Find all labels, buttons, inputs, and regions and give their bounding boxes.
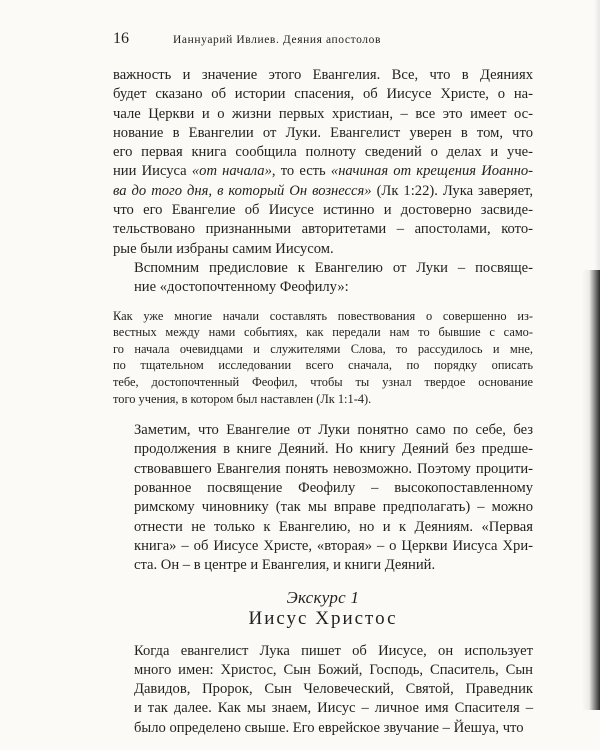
paragraph-4 [113, 642, 533, 738]
text-line: важность и значение этого Евангелия. Все, что в Деяниях [113, 67, 533, 83]
text-line: было определено свыше. Его еврейское звучание – Йешуа, что [134, 719, 524, 736]
text-line: ва до того дня, в который Он вознесся» (Лк 1:22). Лука заверяет, [113, 182, 533, 199]
text-line: его первая книга сообщила полноту сведений о делах и уче- [113, 144, 533, 161]
text-line: рые были избраны самим Иисусом. [113, 240, 334, 257]
text-line: и так далее. Как мы знаем, Иисус – личное имя Спасителя – [134, 700, 533, 717]
page-body [113, 66, 533, 738]
text-line: отнести не только к Евангелию, но и к Деяниям. «Первая [134, 518, 533, 535]
text-line: ние «достопочтенному Феофилу»: [134, 279, 349, 296]
text-line: вестных между нами событиях, как передали нам то бывшие с само- [113, 325, 533, 340]
text-line: тебе, достопочтенный Феофил, чтобы ты узнал твердое основание [113, 374, 533, 389]
text-line: ствовавшего Евангелия понять невозможно. Поэтому процити- [134, 460, 533, 477]
block-quote [113, 308, 533, 408]
page-header [113, 30, 533, 52]
text-line: Заметим, что Евангелие от Луки понятно само по себе, без [134, 422, 533, 439]
running-title: Ианнуарий Ивлиев. Деяния апостолов [173, 34, 382, 46]
text-line: нии Иисуса «от начала», то есть «начиная от крещения Иоанно- [113, 163, 533, 180]
text-line: будет сказано об истории спасения, об Иисусе Христе, о на- [113, 86, 533, 103]
text-line: по тщательном исследовании всего сначала, по порядку описать [113, 358, 533, 373]
page-number: 16 [113, 30, 129, 47]
excursus-title: Иисус Христос [248, 607, 398, 629]
text-line: нование в Евангелии от Луки. Евангелист уверен в том, что [113, 124, 533, 141]
excursus-label: Экскурс 1 [286, 587, 360, 607]
text-line: чале Церкви и о жизни первых христиан, – все это имеет ос- [113, 105, 533, 122]
text-line: что его Евангелие об Иисусе истинно и достоверно засвиде- [113, 202, 533, 219]
text-line: тельствовано признанными авторитетами – апостолами, кото- [113, 221, 533, 238]
quote-text [113, 308, 533, 408]
paragraph-2 [113, 259, 533, 298]
text-line: го начала очевидцами и служителями Слова, то рассудилось и мне, [113, 341, 533, 356]
page-edge-shadow [594, 0, 600, 270]
paragraph-3 [113, 421, 533, 575]
text-line: ста. Он – в центре и Евангелия, и книги Деяний. [134, 557, 436, 574]
excursus-heading [113, 588, 533, 630]
page-edge-shadow [582, 270, 600, 710]
paragraph-1 [113, 66, 533, 259]
text-line: продолжения в книге Деяний. Но книгу Деяний без предше- [134, 441, 533, 458]
text-line: Как уже многие начали составлять повествования о совершенно из- [113, 308, 533, 323]
text-line: книга» – об Иисусе Христе, «вторая» – о Церкви Иисуса Хри- [134, 537, 533, 554]
text-line: римскому чиновнику (так мы вправе предполагать) – можно [134, 499, 533, 516]
text-line: Когда евангелист Лука пишет об Иисусе, он использует [134, 642, 533, 659]
text-line: Давидов, Пророк, Сын Человеческий, Святой, Праведник [134, 681, 533, 698]
text-line: рованное посвящение Феофилу – высокопоставленному [134, 480, 533, 497]
text-line: много имен: Христос, Сын Божий, Господь, Спаситель, Сын [134, 661, 533, 678]
text-line: Вспомним предисловие к Евангелию от Луки – посвяще- [134, 259, 533, 276]
text-line: того учения, в котором был наставлен (Лк 1:1-4). [113, 391, 372, 406]
